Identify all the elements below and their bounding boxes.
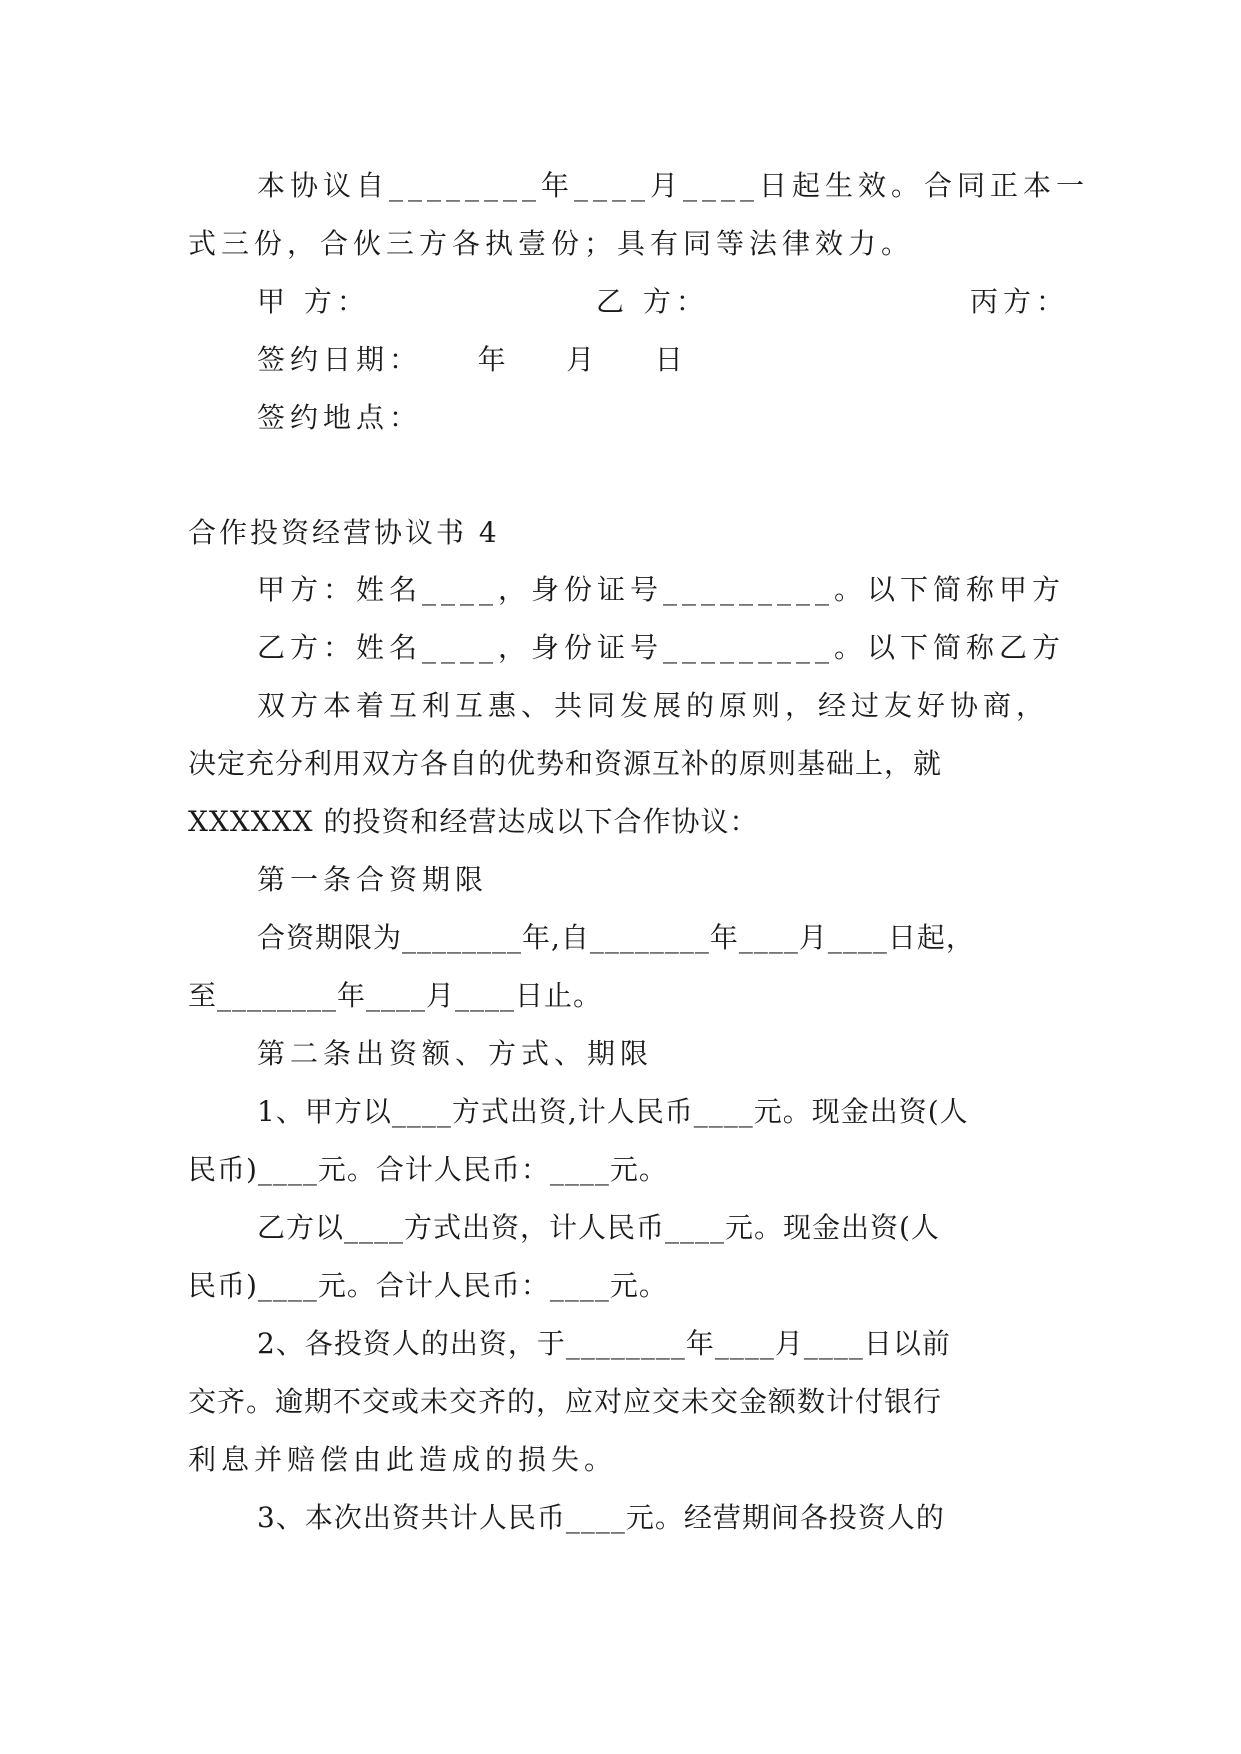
- copies-clause: 式三份，合伙三方各执壹份；具有同等法律效力。: [188, 227, 915, 260]
- deadline-line-1: 2、各投资人的出资，于________年____月____日以前: [257, 1327, 951, 1360]
- party-a-contribution-line-1: 1、甲方以____方式出资,计人民币____元。现金出资(人: [257, 1095, 969, 1128]
- signing-place-label: 签约地点：: [257, 401, 423, 434]
- party-a-signature-label: 甲 方：: [257, 285, 370, 318]
- party-a-contribution-line-2: 民币)____元。合计人民币：____元。: [188, 1153, 668, 1186]
- party-b-info: 乙方：姓名____，身份证号_________。以下简称乙方: [257, 631, 1066, 664]
- party-c-signature-label: 丙方：: [970, 285, 1070, 318]
- term-line-2: 至________年____月____日止。: [188, 979, 603, 1012]
- deadline-line-3: 利息并赔偿由此造成的损失。: [188, 1443, 618, 1476]
- term-line-1: 合资期限为________年,自________年____月____日起，: [257, 921, 975, 954]
- agreement-title: 合作投资经营协议书 4: [188, 516, 500, 549]
- signing-date-label: 签约日期： 年 月 日: [257, 343, 688, 376]
- intro-paragraph-line-1: 双方本着互利互惠、共同发展的原则，经过友好协商，: [257, 689, 1050, 722]
- article-1-heading: 第一条合资期限: [257, 863, 489, 896]
- party-b-signature-label: 乙 方：: [596, 285, 709, 318]
- article-2-heading: 第二条出资额、方式、期限: [257, 1037, 654, 1070]
- party-b-contribution-line-1: 乙方以____方式出资，计人民币____元。现金出资(人: [257, 1211, 940, 1244]
- deadline-line-2: 交齐。逾期不交或未交齐的，应对应交未交金额数计付银行: [188, 1385, 943, 1418]
- total-contribution-line-1: 3、本次出资共计人民币____元。经营期间各投资人的: [257, 1501, 945, 1534]
- party-b-contribution-line-2: 民币)____元。合计人民币：____元。: [188, 1269, 668, 1302]
- effective-date-clause: 本协议自________年____月____日起生效。合同正本一: [257, 169, 1090, 202]
- intro-paragraph-line-2: 决定充分利用双方各自的优势和资源互补的原则基础上，就: [188, 747, 943, 780]
- intro-paragraph-line-3: XXXXXX 的投资和经营达成以下合作协议：: [188, 805, 759, 838]
- party-a-info: 甲方：姓名____，身份证号_________。以下简称甲方: [257, 573, 1066, 606]
